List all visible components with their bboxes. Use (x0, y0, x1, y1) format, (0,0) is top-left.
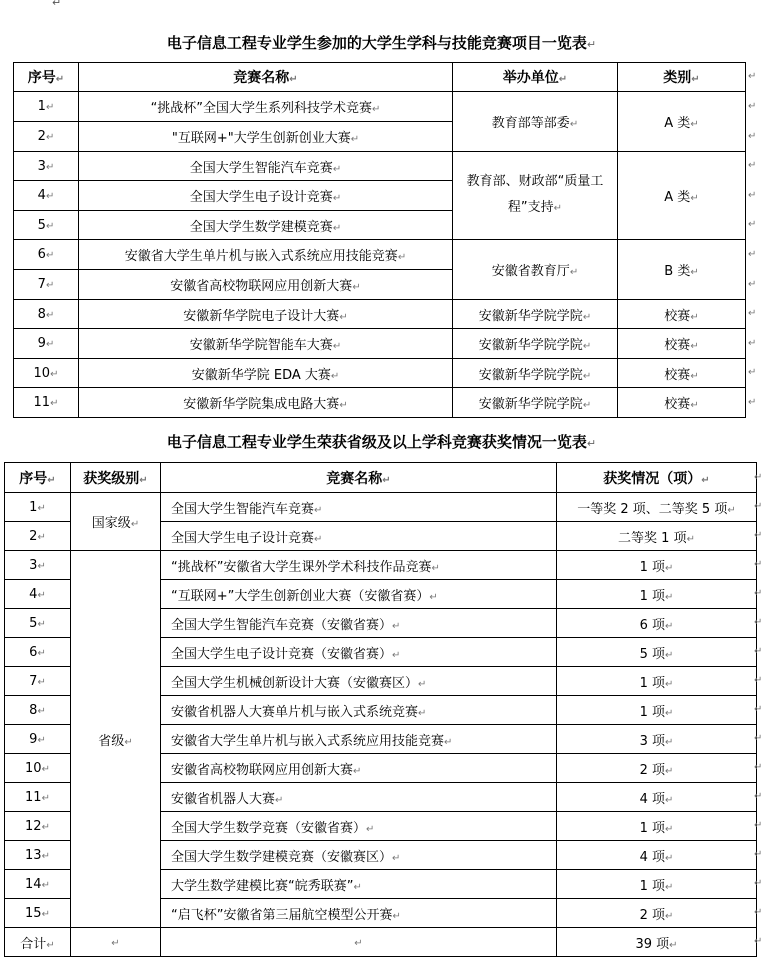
award-result: 1 项↵ (557, 667, 757, 696)
award-result: 6 项↵ (557, 609, 757, 638)
row-end-mark: ↵ (748, 160, 757, 171)
organizer: 安徽新华学院学院↵ (453, 388, 618, 418)
competition-name: 安徽省机器人大赛单片机与嵌入式系统竞赛↵ (161, 696, 557, 725)
row-number: 4↵ (14, 181, 79, 211)
row-number: 1↵ (14, 92, 79, 122)
row-number: 15↵ (5, 899, 71, 928)
award-result: 2 项↵ (557, 899, 757, 928)
organizer: 安徽新华学院学院↵ (453, 300, 618, 329)
row-end-mark: ↵ (754, 675, 763, 686)
row-number: 2↵ (14, 122, 79, 152)
table-header-row (14, 63, 746, 92)
category: 校赛↵ (618, 388, 746, 418)
row-number: 8↵ (14, 300, 79, 329)
total-value: 39 项↵ (557, 928, 757, 957)
row-number: 14↵ (5, 870, 71, 899)
competition-name: 全国大学生数学建模竞赛↵ (79, 211, 453, 240)
row-end-mark: ↵ (748, 100, 757, 112)
category: B 类↵ (618, 240, 746, 300)
competition-name: 全国大学生数学建模竞赛（安徽赛区）↵ (161, 841, 557, 870)
competition-name: 安徽省大学生单片机与嵌入式系统应用技能竞赛↵ (161, 725, 557, 754)
total-row (5, 928, 757, 957)
row-number: 7↵ (5, 667, 71, 696)
row-end-mark: ↵ (748, 71, 757, 82)
competition-name: "互联网+"大学生创新创业大赛↵ (79, 122, 453, 152)
award-result: 5 项↵ (557, 638, 757, 667)
organizer: 教育部等部委↵ (453, 92, 618, 152)
paragraph-mark: ↵ (52, 0, 62, 9)
row-end-mark: ↵ (754, 936, 763, 947)
competition-name: 全国大学生电子设计竞赛（安徽省赛）↵ (161, 638, 557, 667)
award-result: 1 项↵ (557, 696, 757, 725)
row-end-mark: ↵ (754, 617, 763, 628)
row-end-mark: ↵ (754, 704, 763, 715)
row-end-mark: ↵ (754, 733, 763, 744)
row-end-mark: ↵ (754, 907, 763, 918)
row-end-mark: ↵ (754, 530, 763, 541)
competition-name: “挑战杯”全国大学生系列科技学术竞赛↵ (79, 92, 453, 122)
header-cell: 类别↵ (618, 63, 746, 92)
table-row (5, 551, 757, 580)
empty-cell: ↵ (71, 928, 161, 957)
competition-name: 安徽省机器人大赛↵ (161, 783, 557, 812)
row-number: 10↵ (14, 359, 79, 388)
table1-caption-text: 电子信息工程专业学生参加的大学生学科与技能竞赛项目一览表 (166, 34, 587, 52)
table-row (14, 329, 746, 359)
row-number: 5↵ (14, 211, 79, 240)
row-end-mark: ↵ (754, 878, 763, 889)
row-end-mark: ↵ (748, 337, 757, 349)
empty-cell: ↵ (161, 928, 557, 957)
competition-list-table (13, 62, 746, 418)
award-result: 4 项↵ (557, 841, 757, 870)
table-row (14, 92, 746, 122)
row-number: 12↵ (5, 812, 71, 841)
award-level: 国家级↵ (71, 493, 161, 551)
table-row (14, 152, 746, 181)
category: 校赛↵ (618, 359, 746, 388)
row-number: 11↵ (5, 783, 71, 812)
organizer: 教育部、财政部“质量工程”支持↵ (453, 152, 618, 240)
row-number: 10↵ (5, 754, 71, 783)
header-cell: 序号↵ (14, 63, 79, 92)
row-end-mark: ↵ (748, 248, 757, 260)
row-number: 3↵ (14, 152, 79, 181)
competition-name: 全国大学生电子设计竞赛↵ (79, 181, 453, 211)
competition-name: “互联网+”大学生创新创业大赛（安徽省赛）↵ (161, 580, 557, 609)
award-result: 1 项↵ (557, 580, 757, 609)
competition-name: 安徽新华学院集成电路大赛↵ (79, 388, 453, 418)
competition-name: 安徽省高校物联网应用创新大赛↵ (79, 270, 453, 300)
header-cell: 序号↵ (5, 463, 71, 493)
row-number: 5↵ (5, 609, 71, 638)
row-number: 6↵ (14, 240, 79, 270)
competition-name: 全国大学生智能汽车竞赛（安徽省赛）↵ (161, 609, 557, 638)
row-end-mark: ↵ (754, 791, 763, 802)
competition-name: 全国大学生数学竞赛（安徽省赛）↵ (161, 812, 557, 841)
total-label: 合计↵ (5, 928, 71, 957)
competition-name: 安徽新华学院智能车大赛↵ (79, 329, 453, 359)
header-cell: 获奖情况（项）↵ (557, 463, 757, 493)
row-number: 7↵ (14, 270, 79, 300)
table-row (14, 388, 746, 418)
competition-name: 全国大学生机械创新设计大赛（安徽赛区）↵ (161, 667, 557, 696)
row-number: 4↵ (5, 580, 71, 609)
row-number: 9↵ (5, 725, 71, 754)
header-cell: 竞赛名称↵ (161, 463, 557, 493)
row-end-mark: ↵ (754, 471, 763, 483)
award-result: 1 项↵ (557, 551, 757, 580)
row-end-mark: ↵ (748, 278, 757, 290)
row-number: 3↵ (5, 551, 71, 580)
row-end-mark: ↵ (748, 219, 757, 230)
organizer: 安徽新华学院学院↵ (453, 329, 618, 359)
row-number: 13↵ (5, 841, 71, 870)
row-end-mark: ↵ (754, 820, 763, 831)
row-end-mark: ↵ (748, 367, 757, 378)
table2-caption (0, 431, 763, 452)
row-end-mark: ↵ (748, 189, 757, 201)
row-number: 1↵ (5, 493, 71, 522)
competition-name: “挑战杯”安徽省大学生课外学术科技作品竞赛↵ (161, 551, 557, 580)
table-row (5, 493, 757, 522)
award-result: 1 项↵ (557, 870, 757, 899)
row-end-mark: ↵ (748, 130, 757, 142)
row-end-mark: ↵ (754, 588, 763, 599)
organizer: 安徽省教育厅↵ (453, 240, 618, 300)
row-end-mark: ↵ (748, 396, 757, 408)
header-cell: 举办单位↵ (453, 63, 618, 92)
competition-name: 安徽新华学院电子设计大赛↵ (79, 300, 453, 329)
competition-name: 安徽省大学生单片机与嵌入式系统应用技能竞赛↵ (79, 240, 453, 270)
table-header-row (5, 463, 757, 493)
row-number: 11↵ (14, 388, 79, 418)
category: 校赛↵ (618, 300, 746, 329)
award-level: 省级↵ (71, 551, 161, 928)
paragraph-mark: ↵ (586, 38, 597, 51)
header-cell: 获奖级别↵ (71, 463, 161, 493)
organizer: 安徽新华学院学院↵ (453, 359, 618, 388)
row-number: 2↵ (5, 522, 71, 551)
paragraph-mark: ↵ (586, 437, 597, 450)
row-end-mark: ↵ (748, 308, 757, 319)
table-row (14, 300, 746, 329)
table-row (14, 240, 746, 270)
competition-name: 全国大学生智能汽车竞赛↵ (79, 152, 453, 181)
table1-caption (0, 32, 763, 53)
award-result: 一等奖 2 项、二等奖 5 项↵ (557, 493, 757, 522)
row-end-mark: ↵ (754, 559, 763, 570)
row-number: 8↵ (5, 696, 71, 725)
row-number: 6↵ (5, 638, 71, 667)
row-number: 9↵ (14, 329, 79, 359)
award-result: 二等奖 1 项↵ (557, 522, 757, 551)
table2-caption-text: 电子信息工程专业学生荣获省级及以上学科竞赛获奖情况一览表 (166, 433, 587, 451)
award-result: 1 项↵ (557, 812, 757, 841)
category: A 类↵ (618, 152, 746, 240)
competition-name: 全国大学生电子设计竞赛↵ (161, 522, 557, 551)
competition-name: 安徽新华学院 EDA 大赛↵ (79, 359, 453, 388)
competition-name: 大学生数学建模比赛“皖秀联赛”↵ (161, 870, 557, 899)
category: 校赛↵ (618, 329, 746, 359)
table-row (14, 359, 746, 388)
category: A 类↵ (618, 92, 746, 152)
competition-name: 安徽省高校物联网应用创新大赛↵ (161, 754, 557, 783)
row-end-mark: ↵ (754, 646, 763, 657)
row-end-mark: ↵ (754, 501, 763, 512)
competition-name: 全国大学生智能汽车竞赛↵ (161, 493, 557, 522)
header-cell: 竞赛名称↵ (79, 63, 453, 92)
award-result: 2 项↵ (557, 754, 757, 783)
row-end-mark: ↵ (754, 762, 763, 773)
row-end-mark: ↵ (754, 849, 763, 860)
award-result: 4 项↵ (557, 783, 757, 812)
competition-name: “启飞杯”安徽省第三届航空模型公开赛↵ (161, 899, 557, 928)
award-summary-table (4, 462, 757, 957)
award-result: 3 项↵ (557, 725, 757, 754)
